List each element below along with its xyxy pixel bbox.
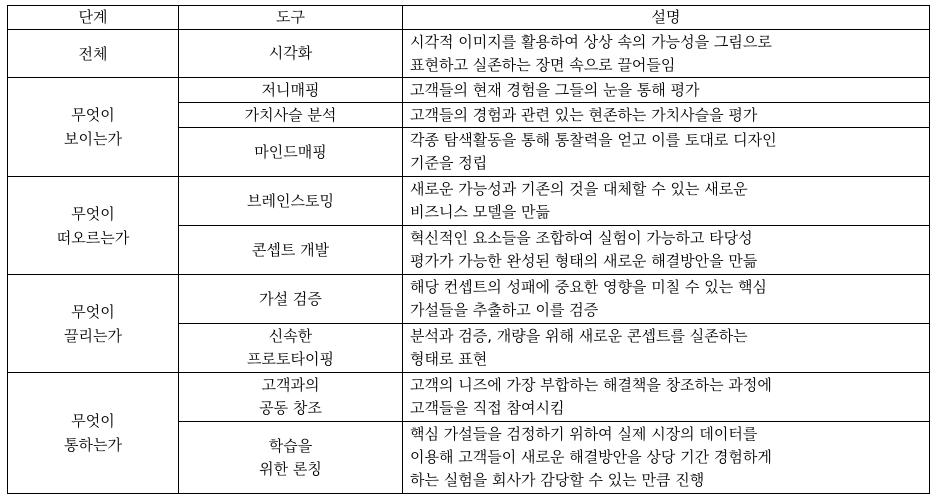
description-line: 고객들의 경험과 관련 있는 현존하는 가치사슬을 평가 (410, 105, 758, 124)
stage-cell: 무엇이 보이는가 (8, 78, 179, 177)
description-line: 기준을 정립 (410, 154, 488, 172)
description-cell (403, 128, 930, 177)
description-line: 핵심 가설들을 검정하기 위하여 실제 시장의 데이터를 (410, 425, 758, 443)
description-cell (403, 324, 930, 373)
tool-cell: 시각화 (179, 30, 403, 78)
tool-cell: 고객과의 공동 창조 (179, 373, 403, 422)
tool-cell: 신속한 프로토타이핑 (179, 324, 403, 373)
description-line: 평가가 가능한 완성된 형태의 새로운 해결방안을 만듦 (410, 252, 758, 270)
design-thinking-tools-table-wrapper (7, 5, 929, 494)
tool-cell: 브레인스토밍 (179, 177, 403, 226)
description-cell (403, 373, 930, 422)
description-cell (403, 422, 930, 494)
table-row (8, 78, 930, 103)
tool-cell: 학습을 위한 론칭 (179, 422, 403, 494)
stage-cell: 전체 (8, 30, 179, 78)
stage-cell: 무엇이 떠오르는가 (8, 177, 179, 275)
description-cell (403, 226, 930, 275)
design-thinking-tools-table (7, 5, 930, 494)
table-row (8, 177, 930, 226)
table-row (8, 373, 930, 422)
description-line: 고객들을 직접 참여시킴 (410, 399, 565, 417)
stage-cell: 무엇이 끌리는가 (8, 275, 179, 373)
description-cell (403, 78, 930, 103)
description-line: 가설들을 추출하고 이를 검증 (410, 301, 599, 319)
description-line: 형태로 표현 (410, 350, 488, 368)
description-line: 분석과 검증, 개량을 위해 새로운 콘셉트를 실존하는 (410, 327, 748, 345)
description-cell (403, 103, 930, 128)
description-cell (403, 275, 930, 324)
description-cell (403, 30, 930, 78)
description-cell (403, 177, 930, 226)
description-line: 비즈니스 모델을 만듦 (410, 203, 550, 221)
table-header-row (8, 6, 930, 30)
header-description: 설명 (403, 6, 930, 30)
description-line: 각종 탐색활동을 통해 통찰력을 얻고 이를 토대로 디자인 (410, 131, 777, 149)
description-line: 하는 실험을 회사가 감당할 수 있는 만큼 진행 (410, 471, 705, 489)
description-line: 시각적 이미지를 활용하여 상상 속의 가능성을 그림으로 (410, 32, 772, 51)
header-stage: 단계 (8, 6, 179, 30)
table-row (8, 30, 930, 78)
description-line: 고객들의 현재 경험을 그들의 눈을 통해 평가 (410, 80, 700, 99)
description-line: 고객의 니즈에 가장 부합하는 해결책을 창조하는 과정에 (410, 376, 772, 394)
description-line: 표현하고 실존하는 장면 속으로 끌어들임 (410, 55, 676, 74)
table-row (8, 275, 930, 324)
tool-cell: 콘셉트 개발 (179, 226, 403, 275)
description-line: 새로운 가능성과 기존의 것을 대체할 수 있는 새로운 (410, 180, 748, 198)
description-line: 혁신적인 요소들을 조합하여 실험이 가능하고 타당성 (410, 229, 753, 247)
tool-cell: 가치사슬 분석 (179, 103, 403, 128)
tool-cell: 가설 검증 (179, 275, 403, 324)
stage-cell: 무엇이 통하는가 (8, 373, 179, 494)
tool-cell: 마인드매핑 (179, 128, 403, 177)
tool-cell: 저니매핑 (179, 78, 403, 103)
description-line: 이용해 고객들이 새로운 해결방안을 상당 기간 경험하게 (410, 448, 772, 466)
header-tool: 도구 (179, 6, 403, 30)
description-line: 해당 컨셉트의 성패에 중요한 영향을 미칠 수 있는 핵심 (410, 278, 767, 296)
